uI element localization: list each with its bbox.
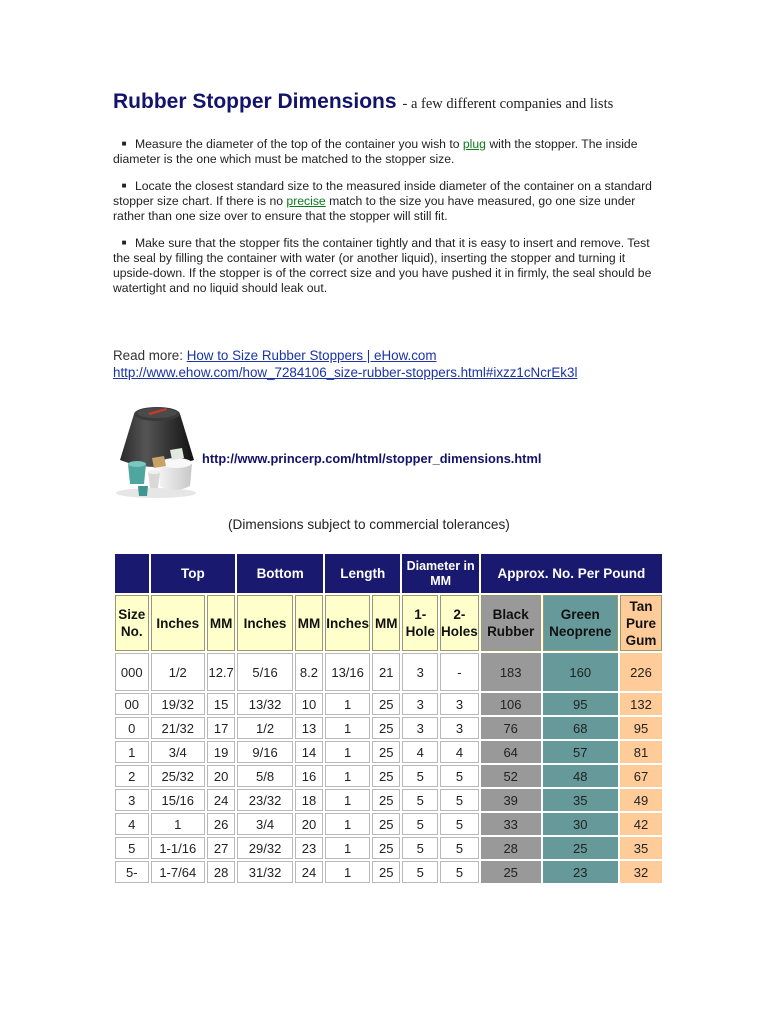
col-size: Size No. [115,595,149,651]
cell-1-hole: 5 [402,789,438,811]
cell-green-neoprene: 23 [543,861,618,883]
cell-bottom-mm: 23 [295,837,323,859]
cell-tan-pure-gum: 95 [620,717,662,739]
cell-black-rubber: 106 [481,693,541,715]
table-row [115,717,662,739]
cell-size: 000 [115,653,149,691]
cell-top-inches: 25/32 [151,765,205,787]
cell-2-holes: 5 [440,789,479,811]
cell-top-mm: 15 [207,693,235,715]
col-top-mm: MM [207,595,235,651]
cell-top-mm: 27 [207,837,235,859]
tolerance-note: (Dimensions subject to commercial tolerances) [228,517,510,532]
cell-length-inches: 1 [325,765,370,787]
cell-bottom-inches: 29/32 [237,837,293,859]
cell-bottom-mm: 20 [295,813,323,835]
cell-length-inches: 1 [325,837,370,859]
cell-top-mm: 12.7 [207,653,235,691]
cell-black-rubber: 28 [481,837,541,859]
cell-size: 0 [115,717,149,739]
cell-tan-pure-gum: 81 [620,741,662,763]
cell-green-neoprene: 35 [543,789,618,811]
read-more-label: Read more: [113,348,187,363]
col-1-hole: 1- Hole [402,595,438,651]
cell-green-neoprene: 25 [543,837,618,859]
col-bottom-inches: Inches [237,595,293,651]
cell-2-holes: 3 [440,717,479,739]
cell-black-rubber: 39 [481,789,541,811]
cell-size: 3 [115,789,149,811]
cell-size: 5- [115,861,149,883]
cell-bottom-mm: 8.2 [295,653,323,691]
cell-1-hole: 3 [402,717,438,739]
cell-length-inches: 13/16 [325,653,370,691]
cell-size: 00 [115,693,149,715]
cell-2-holes: 5 [440,861,479,883]
page-title: Rubber Stopper Dimensions [113,90,397,113]
cell-top-mm: 28 [207,861,235,883]
cell-length-mm: 25 [372,861,400,883]
cell-size: 2 [115,765,149,787]
table-row [115,789,662,811]
cell-top-inches: 1-1/16 [151,837,205,859]
col-tan-pure-gum: Tan Pure Gum [620,595,662,651]
cell-green-neoprene: 48 [543,765,618,787]
cell-tan-pure-gum: 32 [620,861,662,883]
table-row [115,861,662,883]
table-row [115,653,662,691]
cell-length-mm: 25 [372,765,400,787]
cell-1-hole: 5 [402,813,438,835]
cell-black-rubber: 183 [481,653,541,691]
cell-bottom-mm: 14 [295,741,323,763]
cell-2-holes: 5 [440,765,479,787]
cell-2-holes: 3 [440,693,479,715]
cell-top-mm: 17 [207,717,235,739]
table-row [115,693,662,715]
cell-1-hole: 5 [402,861,438,883]
bullet-icon: ■ [121,181,127,190]
table-row [115,813,662,835]
cell-top-inches: 15/16 [151,789,205,811]
cell-top-inches: 1-7/64 [151,861,205,883]
cell-2-holes: - [440,653,479,691]
cell-bottom-inches: 3/4 [237,813,293,835]
cell-top-mm: 20 [207,765,235,787]
cell-green-neoprene: 160 [543,653,618,691]
cell-length-mm: 25 [372,789,400,811]
cell-length-mm: 25 [372,717,400,739]
cell-top-mm: 26 [207,813,235,835]
cell-black-rubber: 25 [481,861,541,883]
cell-length-inches: 1 [325,789,370,811]
plug-link[interactable]: plug [462,137,486,151]
header-blank [115,554,149,593]
cell-green-neoprene: 30 [543,813,618,835]
cell-1-hole: 3 [402,653,438,691]
cell-2-holes: 5 [440,813,479,835]
col-black-rubber: Black Rubber [481,595,541,651]
cell-top-mm: 19 [207,741,235,763]
cell-top-inches: 3/4 [151,741,205,763]
header-diameter: Diameter in MM [402,554,478,593]
col-top-inches: Inches [151,595,205,651]
cell-2-holes: 5 [440,837,479,859]
cell-1-hole: 4 [402,741,438,763]
cell-bottom-inches: 9/16 [237,741,293,763]
table-row [115,765,662,787]
header-approx-per-pound: Approx. No. Per Pound [481,554,662,593]
stopper-dimensions-table [113,552,664,885]
cell-black-rubber: 76 [481,717,541,739]
col-length-inches: Inches [325,595,370,651]
bullet-icon: ■ [121,139,127,148]
princerp-url: http://www.princerp.com/html/stopper_dimensions.html [202,451,542,466]
cell-tan-pure-gum: 67 [620,765,662,787]
col-green-neoprene: Green Neoprene [543,595,618,651]
col-length-mm: MM [372,595,400,651]
page-subtitle: - a few different companies and lists [402,96,614,112]
cell-size: 4 [115,813,149,835]
cell-size: 5 [115,837,149,859]
cell-tan-pure-gum: 49 [620,789,662,811]
cell-black-rubber: 52 [481,765,541,787]
cell-length-mm: 25 [372,693,400,715]
cell-green-neoprene: 95 [543,693,618,715]
cell-bottom-inches: 5/8 [237,765,293,787]
cell-length-mm: 25 [372,741,400,763]
cell-bottom-mm: 24 [295,861,323,883]
cell-bottom-inches: 1/2 [237,717,293,739]
cell-tan-pure-gum: 226 [620,653,662,691]
cell-tan-pure-gum: 132 [620,693,662,715]
cell-bottom-mm: 10 [295,693,323,715]
cell-bottom-inches: 13/32 [237,693,293,715]
instruction-bullet-2: ■ Locate the closest standard size to the measured inside diameter of the container on a standard stopper size chart. If there is no precise match to the size you have measured, go one size under rather than one size over to ensure that the stopper will still fit. [113,179,652,223]
cell-length-inches: 1 [325,813,370,835]
cell-length-inches: 1 [325,717,370,739]
cell-size: 1 [115,741,149,763]
cell-top-inches: 1 [151,813,205,835]
table-row [115,741,662,763]
cell-top-mm: 24 [207,789,235,811]
col-bottom-mm: MM [295,595,323,651]
cell-length-inches: 1 [325,861,370,883]
cell-black-rubber: 33 [481,813,541,835]
cell-green-neoprene: 57 [543,741,618,763]
header-length: Length [325,554,400,593]
cell-bottom-inches: 23/32 [237,789,293,811]
ehow-url-link[interactable]: http://www.ehow.com/how_7284106_size-rubber-stoppers.html#ixzz1cNcrEk3l [113,365,578,380]
page-heading [113,90,613,114]
cell-top-inches: 1/2 [151,653,205,691]
cell-bottom-mm: 13 [295,717,323,739]
col-2-holes: 2- Holes [440,595,479,651]
ehow-title-link[interactable]: How to Size Rubber Stoppers | eHow.com [186,348,437,363]
cell-tan-pure-gum: 42 [620,813,662,835]
header-bottom: Bottom [237,554,323,593]
cell-length-mm: 25 [372,837,400,859]
cell-black-rubber: 64 [481,741,541,763]
cell-bottom-inches: 5/16 [237,653,293,691]
cell-2-holes: 4 [440,741,479,763]
cell-length-mm: 25 [372,813,400,835]
cell-1-hole: 5 [402,837,438,859]
instruction-bullet-3: ■ Make sure that the stopper fits the container tightly and that it is easy to insert and remove. Test the seal by filling the container with water (or another liquid), inserting the stopper and turning it upside-down. If the stopper is of the correct size and you have pushed it in firmly, the seal should be watertight and no liquid should leak out. [113,236,652,295]
cell-1-hole: 5 [402,765,438,787]
instruction-bullet-1: ■ Measure the diameter of the top of the container you wish to plug with the stopper. The inside diameter is the one which must be matched to the stopper size. [113,137,638,166]
cell-bottom-mm: 18 [295,789,323,811]
cell-length-inches: 1 [325,693,370,715]
read-more [113,347,577,381]
cell-green-neoprene: 68 [543,717,618,739]
cell-length-inches: 1 [325,741,370,763]
table-row [115,837,662,859]
cell-top-inches: 19/32 [151,693,205,715]
cell-bottom-inches: 31/32 [237,861,293,883]
cell-length-mm: 21 [372,653,400,691]
cell-top-inches: 21/32 [151,717,205,739]
header-top: Top [151,554,236,593]
cell-tan-pure-gum: 35 [620,837,662,859]
cell-1-hole: 3 [402,693,438,715]
cell-bottom-mm: 16 [295,765,323,787]
bullet-icon: ■ [121,238,127,247]
precise-link[interactable]: precise [286,194,326,208]
rubber-stopper-image [110,400,202,500]
